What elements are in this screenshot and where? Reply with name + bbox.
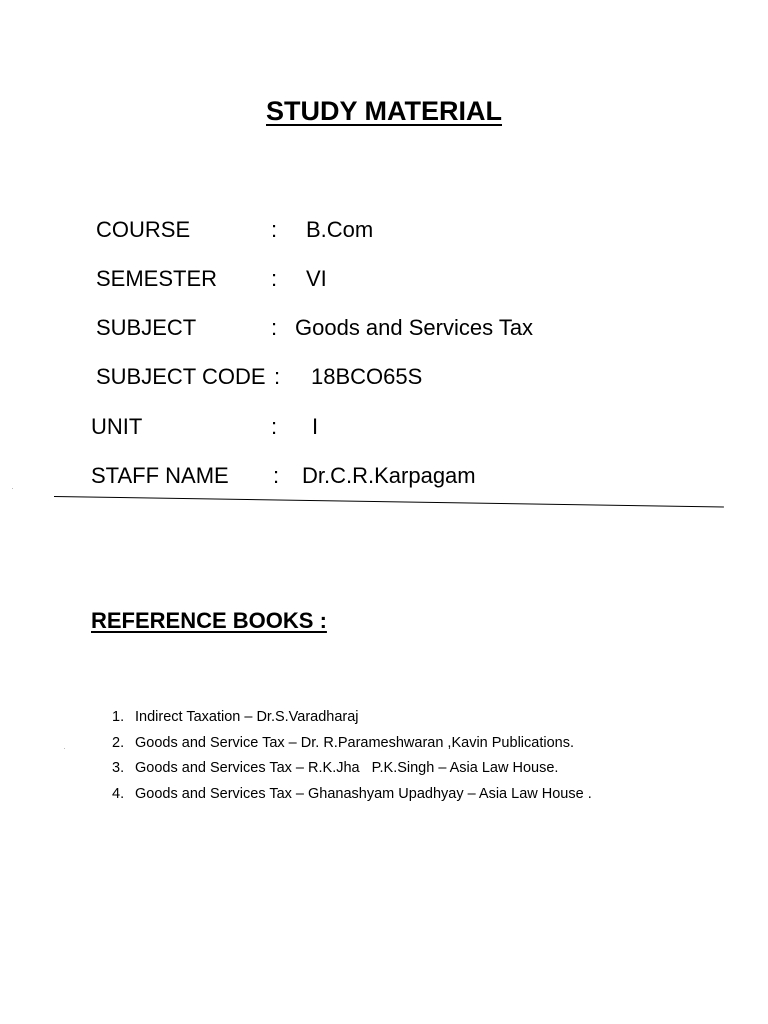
- detail-label: SEMESTER: [96, 266, 218, 291]
- detail-label: COURSE: [96, 217, 191, 242]
- detail-separator: :: [271, 315, 278, 340]
- detail-label: SUBJECT: [96, 315, 197, 340]
- list-item: [112, 731, 592, 757]
- page-title: STUDY MATERIAL: [266, 96, 502, 126]
- detail-separator: :: [271, 217, 278, 242]
- scan-speck: [64, 748, 65, 749]
- detail-row-staff-name: [0, 460, 768, 492]
- detail-value: I: [312, 414, 319, 439]
- detail-label: STAFF NAME: [91, 463, 229, 488]
- list-item-number: 1.: [112, 709, 125, 725]
- list-item-number: 4.: [112, 785, 125, 802]
- list-item-text: Indirect Taxation – Dr.S.Varadharaj: [135, 709, 359, 725]
- detail-separator: :: [271, 414, 278, 439]
- list-item-number: 2.: [112, 734, 125, 751]
- detail-label: UNIT: [91, 414, 143, 439]
- detail-value: Dr.C.R.Karpagam: [302, 463, 476, 488]
- detail-value: 18BCO65S: [311, 364, 423, 389]
- list-item: [112, 756, 592, 782]
- detail-row-course: [0, 214, 768, 246]
- detail-label: SUBJECT CODE: [96, 364, 266, 389]
- detail-value: B.Com: [306, 217, 374, 242]
- detail-row-semester: [0, 263, 768, 295]
- detail-value: Goods and Services Tax: [295, 315, 534, 340]
- detail-value: VI: [306, 266, 327, 291]
- detail-row-unit: [0, 411, 768, 443]
- list-item-text: Goods and Services Tax – Ghanashyam Upadhyay – Asia Law House .: [135, 785, 592, 802]
- reference-books-heading: REFERENCE BOOKS :: [91, 608, 327, 633]
- detail-row-subject: [0, 312, 768, 344]
- reference-list: [112, 705, 592, 807]
- list-item: [112, 705, 592, 731]
- list-item-number: 3.: [112, 760, 125, 776]
- detail-separator: :: [271, 266, 278, 291]
- list-item-text: Goods and Services Tax – R.K.Jha P.K.Singh – Asia Law House.: [135, 760, 559, 776]
- section-divider: [54, 496, 724, 508]
- list-item-text: Goods and Service Tax – Dr. R.Parameshwaran ,Kavin Publications.: [135, 734, 574, 751]
- detail-row-subject-code: [0, 361, 768, 393]
- scan-speck: [12, 488, 13, 489]
- detail-separator: :: [273, 463, 280, 488]
- list-item: [112, 782, 592, 808]
- detail-separator: :: [274, 364, 281, 389]
